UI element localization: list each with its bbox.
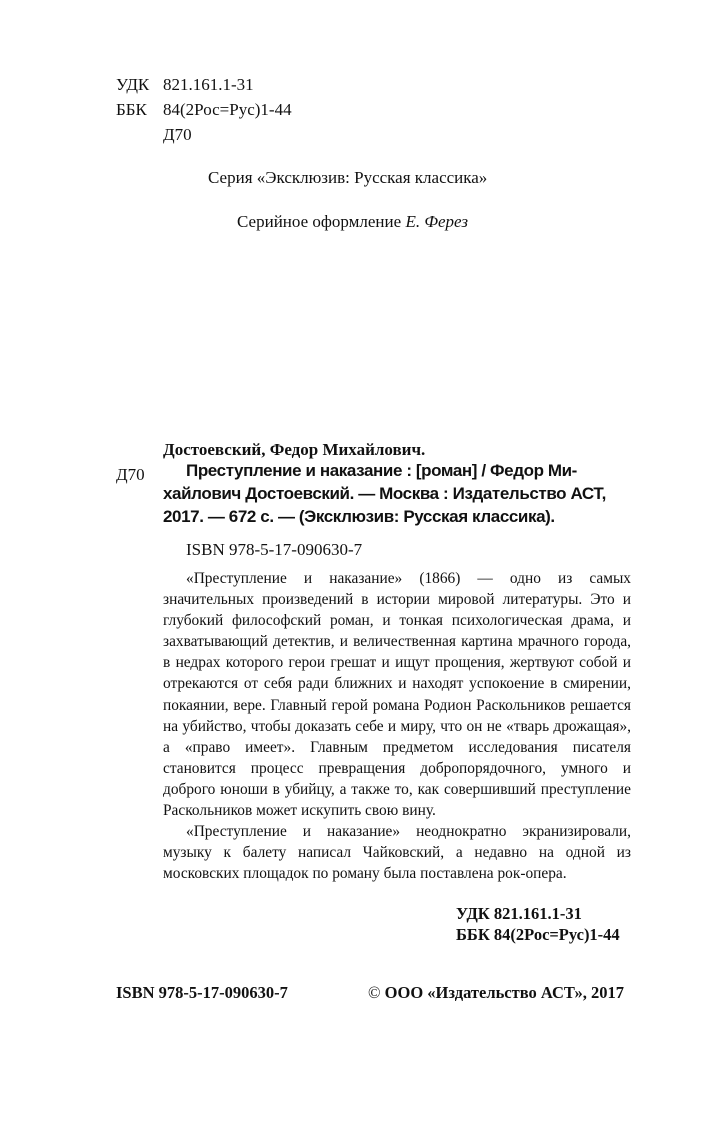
bib-mark: Д70 (116, 465, 145, 484)
copyright-symbol: © (368, 983, 381, 1002)
bib-line: Преступление и наказание : [роман] / Федор Ми- (186, 461, 577, 480)
bib-line: хайлович Достоевский. — Москва : Издательство АСТ, (163, 484, 606, 503)
designer-name: Е. Ферез (405, 212, 468, 231)
series-line: Серия «Эксклюзив: Русская классика» (208, 168, 488, 187)
annotation-paragraph: «Преступление и наказание» (1866) — одно из самых значительных произведений в истории мировой литературы. Это и глубокий философский роман, и тонкая психологическая драма, и захватывающий детектив, и величественная картина мрачного города, в недрах которого герои грешат и ищут прощения, жертвуют собой и отрекаются от себя ради ближних и находят успокоение в смирении, покаянии, вере. Главный герой романа Родион Раскольников решается на убийство, чтобы доказать себе и миру, что он не «тварь дрожащая», а «право имеет». Главным предметом исследования писателя становится процесс превращения добропорядочного, умного и доброго юноши в убийцу, а также то, как совершивший преступление Раскольников может искупить свою вину. (163, 570, 631, 820)
udk-value: 821.161.1-31 (163, 75, 254, 94)
annotation (163, 568, 631, 884)
series-design-line (237, 212, 468, 232)
bottom-udk: УДК 821.161.1-31 (456, 904, 582, 923)
design-prefix: Серийное оформление (237, 212, 402, 231)
author-mark: Д70 (163, 125, 192, 144)
bottom-bbk: ББК 84(2Рос=Рус)1-44 (456, 925, 620, 944)
bbk-row (116, 97, 292, 122)
bib-isbn: ISBN 978-5-17-090630-7 (186, 540, 363, 559)
copyright-text: ООО «Издательство АСТ», 2017 (384, 983, 624, 1002)
bbk-value: 84(2Рос=Рус)1-44 (163, 100, 292, 119)
udk-label: УДК (116, 75, 150, 94)
annotation-paragraph: «Преступление и наказание» неоднократно экранизировали, музыку к балету написал Чайковский, а недавно на одной из московских площадок по роману была поставлена рок-опера. (163, 823, 631, 883)
classification-block (116, 72, 292, 147)
udk-row (116, 72, 292, 97)
copyright-line (368, 983, 624, 1003)
bib-author: Достоевский, Федор Михайлович. (163, 440, 426, 459)
footer-isbn: ISBN 978-5-17-090630-7 (116, 983, 288, 1002)
author-mark-row (116, 122, 292, 147)
bib-line: 2017. — 672 с. — (Эксклюзив: Русская классика). (163, 507, 555, 526)
bbk-label: ББК (116, 100, 147, 119)
